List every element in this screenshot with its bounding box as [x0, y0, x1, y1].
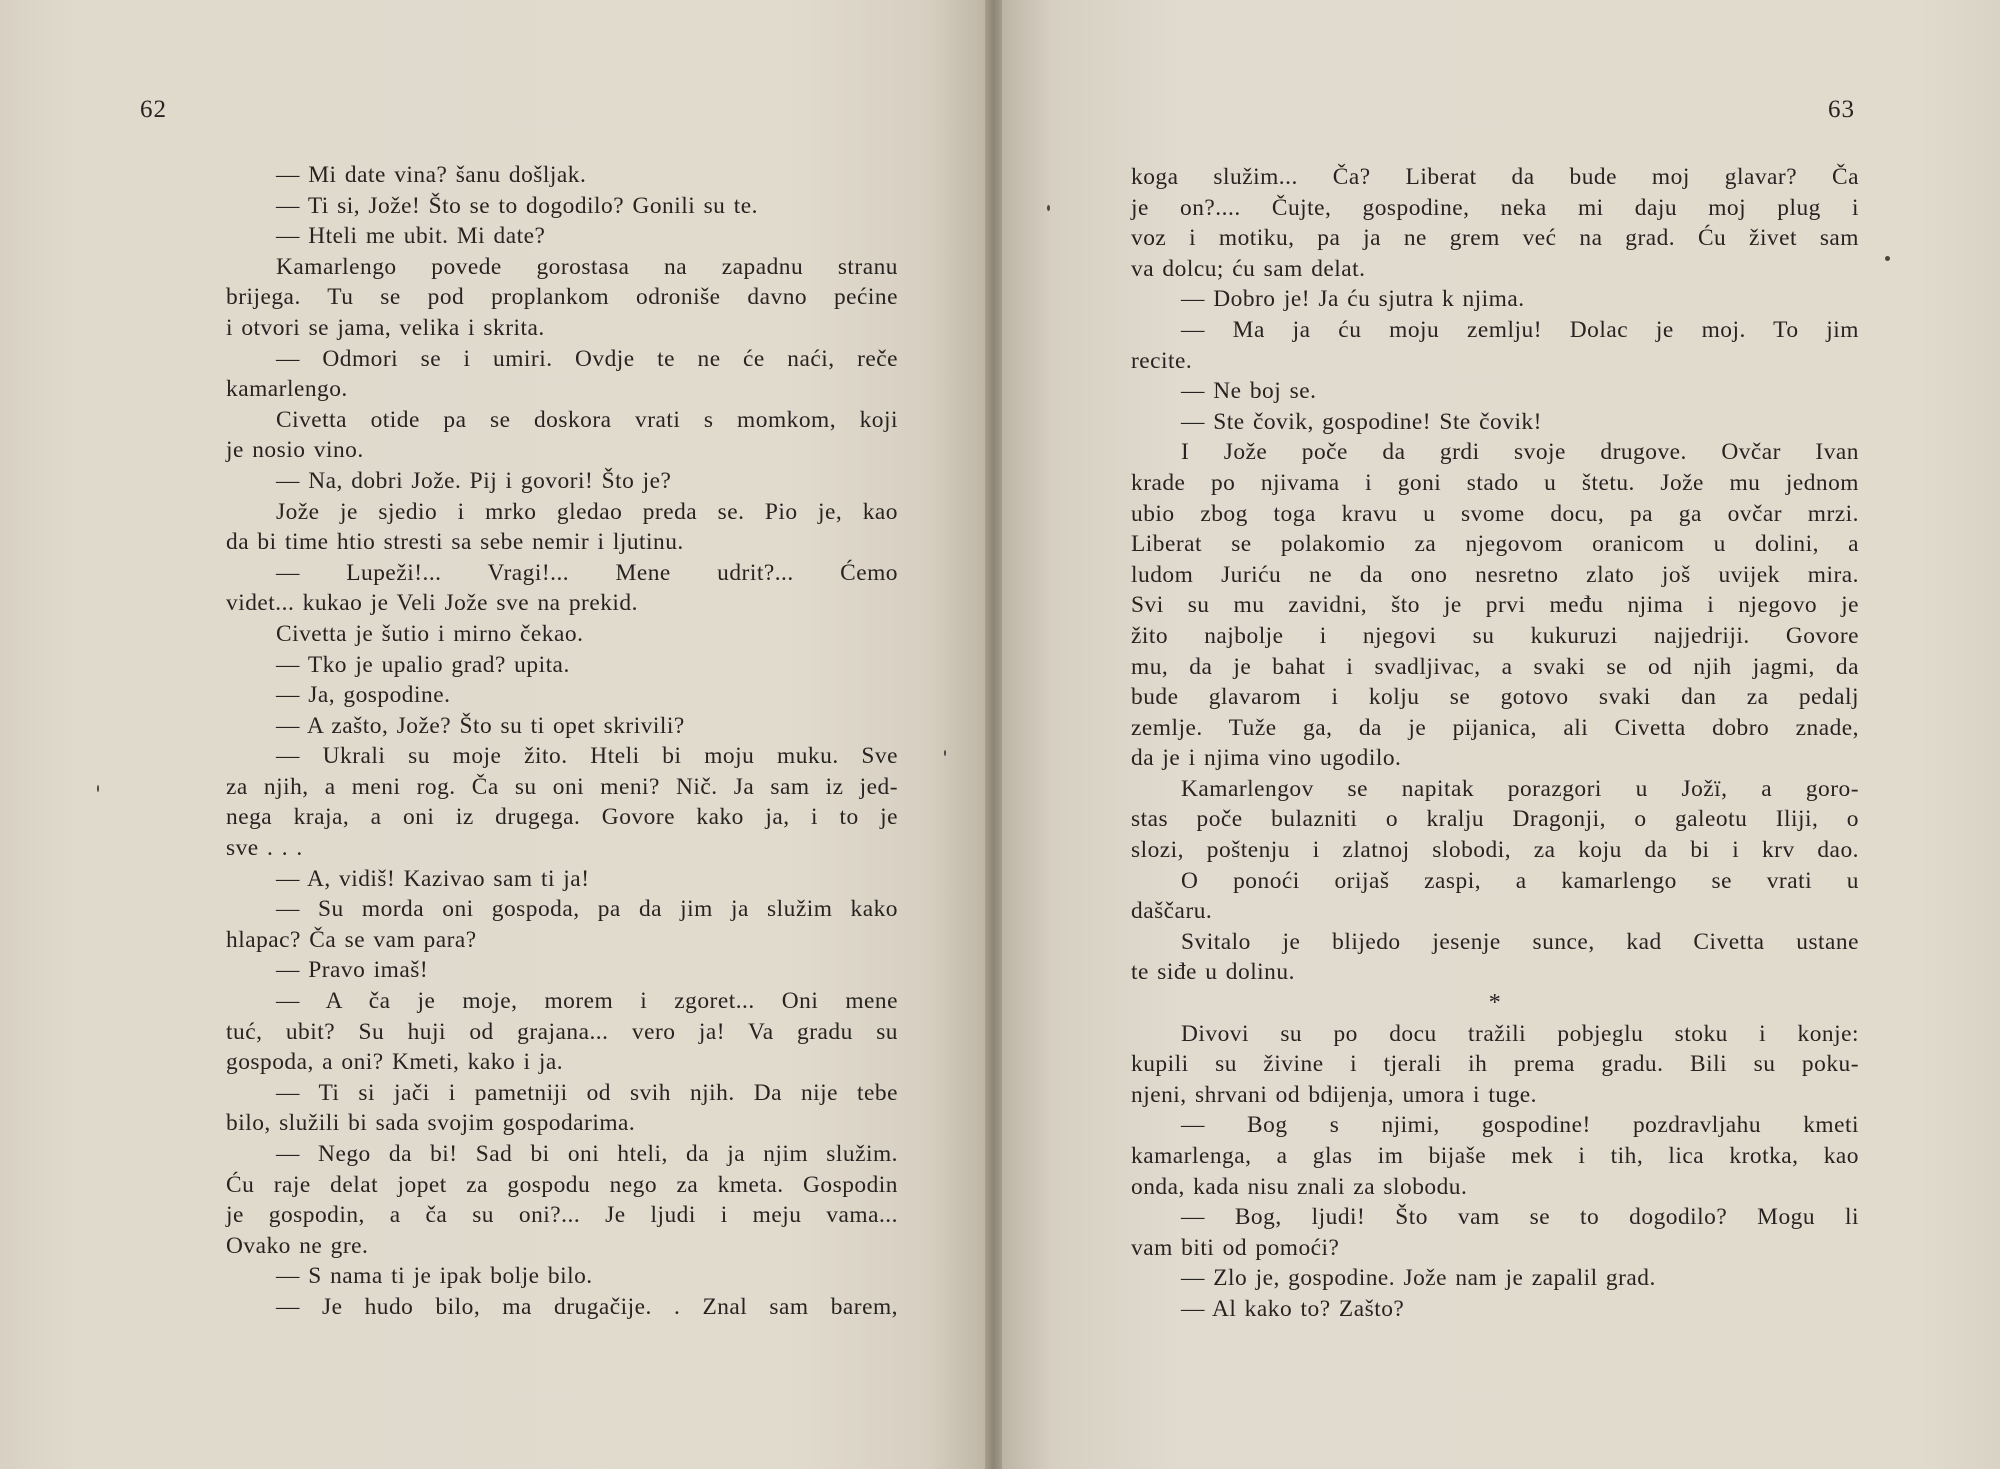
- text-line: i otvori se jama, velika i skrita.: [226, 314, 545, 341]
- ink-speck: [1885, 256, 1890, 261]
- ink-speck: [1047, 205, 1050, 211]
- text-line: sve . . .: [226, 835, 303, 862]
- text-line: te siđe u dolinu.: [1131, 959, 1295, 986]
- text-line: Svitalo je blijedo jesenje sunce, kad Civetta ustane: [1181, 928, 1859, 955]
- text-line: krade po njivama i goni stado u štetu. Jože mu jednom: [1131, 469, 1859, 496]
- text-line: — Pravo imaš!: [276, 957, 429, 984]
- text-line: I Jože poče da grdi svoje drugove. Ovčar Ivan: [1181, 439, 1859, 466]
- text-line: slozi, poštenju i zlatnoj slobodi, za koju da bi i krv dao.: [1131, 837, 1859, 864]
- left-page: [0, 0, 985, 1469]
- ink-speck: [944, 750, 946, 756]
- text-line: voz i motiku, pa ja ne grem već na grad. Ću živet sam: [1131, 225, 1859, 252]
- text-line: zemlje. Tuže ga, da je pijanica, ali Civetta dobro znade,: [1131, 714, 1859, 741]
- text-line: — Dobro je! Ja ću sjutra k njima.: [1181, 286, 1525, 313]
- text-line: — Ne boj se.: [1181, 378, 1317, 405]
- text-line: — Ti si jači i pametniji od svih njih. Da nije tebe: [276, 1079, 898, 1106]
- text-line: — Hteli me ubit. Mi date?: [276, 223, 546, 250]
- text-line: vam biti od pomoći?: [1131, 1234, 1340, 1261]
- text-line: Svi su mu zavidni, što je prvi među njima i njegovo je: [1131, 592, 1859, 619]
- text-line: — Al kako to? Zašto?: [1181, 1295, 1405, 1322]
- text-line: O ponoći orijaš zaspi, a kamarlengo se vrati u: [1181, 867, 1859, 894]
- text-line: Kamarlengov se napitak porazgori u Jožï, a goro-: [1181, 775, 1859, 802]
- text-line: da je i njima vino ugodilo.: [1131, 745, 1402, 772]
- page-text: [1131, 162, 1859, 1325]
- text-line: nega kraja, a oni iz drugega. Govore kako ja, i to je: [226, 804, 898, 831]
- page-text: [226, 160, 898, 1323]
- text-line: bude glavarom i kolju se gotovo svaki dan za pedalj: [1131, 684, 1859, 711]
- text-line: — Bog s njimi, gospodine! pozdravljahu kmeti: [1181, 1112, 1859, 1139]
- text-line: — Na, dobri Jože. Pij i govori! Što je?: [276, 467, 672, 494]
- text-line: onda, kada nisu znali za slobodu.: [1131, 1173, 1468, 1200]
- text-line: mu, da je bahat i svadljivac, a svaki se od njih jagmi, da: [1131, 653, 1859, 680]
- text-line: va dolcu; ću sam delat.: [1131, 255, 1366, 282]
- text-line: — Bog, ljudi! Što vam se to dogodilo? Mogu li: [1181, 1204, 1859, 1231]
- text-line: njeni, shrvani od bdijenja, umora i tuge.: [1131, 1081, 1538, 1108]
- text-line: — Lupeži!... Vragi!... Mene udrit?... Ćemo: [276, 559, 898, 586]
- text-line: — Ukrali su moje žito. Hteli bi moju muku. Sve: [276, 743, 898, 770]
- text-line: kupili su živine i tjerali ih prema gradu. Bili su poku-: [1131, 1051, 1859, 1078]
- text-line: Liberat se polakomio za njegovom oranicom u dolini, a: [1131, 531, 1859, 558]
- text-line: — Zlo je, gospodine. Jože nam je zapalil grad.: [1181, 1265, 1656, 1292]
- text-line: gospoda, a oni? Kmeti, kako i ja.: [226, 1049, 564, 1076]
- page-number: 63: [1828, 96, 1855, 123]
- text-line: hlapac? Ča se vam para?: [226, 926, 477, 953]
- text-line: Ću raje delat jopet za gospodu nego za kmeta. Gospodin: [226, 1171, 898, 1198]
- text-line: — Su morda oni gospoda, pa da jim ja služim kako: [276, 896, 898, 923]
- text-line: bilo, služili bi sada svojim gospodarima.: [226, 1110, 636, 1137]
- text-line: — S nama ti je ipak bolje bilo.: [276, 1263, 593, 1290]
- section-separator: *: [1488, 990, 1502, 1017]
- text-line: je on?.... Čujte, gospodine, neka mi daju moj plug i: [1131, 194, 1859, 221]
- text-line: je nosio vino.: [226, 437, 364, 464]
- text-line: — Ste čovik, gospodine! Ste čovik!: [1181, 408, 1542, 435]
- text-line: — Ti si, Jože! Što se to dogodilo? Gonili su te.: [276, 192, 758, 219]
- text-line: Ovako ne gre.: [226, 1232, 369, 1259]
- text-line: Civetta je šutio i mirno čekao.: [276, 620, 584, 647]
- right-page: [1002, 0, 2000, 1469]
- text-line: brijega. Tu se pod proplankom odroniše davno pećine: [226, 284, 898, 311]
- book-gutter: [985, 0, 1002, 1469]
- text-line: daščaru.: [1131, 898, 1213, 925]
- ink-speck: [97, 785, 99, 792]
- text-line: — Je hudo bilo, ma drugačije. . Znal sam barem,: [276, 1293, 898, 1320]
- text-line: — Mi date vina? šanu došljak.: [276, 162, 587, 188]
- text-line: Jože je sjedio i mrko gledao preda se. Pio je, kao: [276, 498, 898, 525]
- text-line: ubio zbog toga kravu u svome docu, pa ga ovčar mrzi.: [1131, 500, 1859, 527]
- text-line: recite.: [1131, 347, 1193, 374]
- text-line: Kamarlengo povede gorostasa na zapadnu stranu: [276, 253, 898, 280]
- text-line: — Nego da bi! Sad bi oni hteli, da ja njim služim.: [276, 1141, 898, 1167]
- text-line: Divovi su po docu tražili pobjeglu stoku i konje:: [1181, 1020, 1859, 1047]
- text-line: — A ča je moje, morem i zgoret... Oni mene: [276, 988, 898, 1015]
- text-line: za njih, a meni rog. Ča su oni meni? Nič. Ja sam iz jed-: [226, 773, 898, 800]
- page-number: 62: [140, 96, 167, 123]
- text-line: — A, vidiš! Kazivao sam ti ja!: [276, 865, 590, 892]
- text-line: Civetta otide pa se doskora vrati s momkom, koji: [276, 406, 898, 433]
- text-line: — Ma ja ću moju zemlju! Dolac je moj. To jim: [1181, 316, 1859, 343]
- text-line: tuć, ubit? Su huji od grajana... vero ja! Va gradu su: [226, 1018, 898, 1045]
- text-line: ludom Juriću ne da ono nesretno zlato još uvijek mira.: [1131, 561, 1859, 588]
- text-line: da bi time htio stresti sa sebe nemir i ljutinu.: [226, 529, 684, 556]
- text-line: — Ja, gospodine.: [276, 682, 451, 709]
- text-line: koga služim... Ča? Liberat da bude moj glavar? Ča: [1131, 164, 1859, 190]
- text-line: kamarlenga, a glas im bijaše mek i tih, lica krotka, kao: [1131, 1143, 1859, 1169]
- text-line: videt... kukao je Veli Jože sve na prekid.: [226, 590, 638, 617]
- text-line: kamarlengo.: [226, 376, 348, 403]
- text-line: — A zašto, Jože? Što su ti opet skrivili?: [276, 712, 685, 739]
- text-line: stas poče bulazniti o kralju Dragonji, o galeotu Iliji, o: [1131, 806, 1859, 833]
- text-line: je gospodin, a ča su oni?... Je ljudi i meju vama...: [226, 1202, 898, 1229]
- text-line: — Tko je upalio grad? upita.: [276, 651, 570, 678]
- text-line: — Odmori se i umiri. Ovdje te ne će naći, reče: [276, 345, 898, 372]
- text-line: žito najbolje i njegovi su kukuruzi najjedriji. Govore: [1131, 622, 1859, 649]
